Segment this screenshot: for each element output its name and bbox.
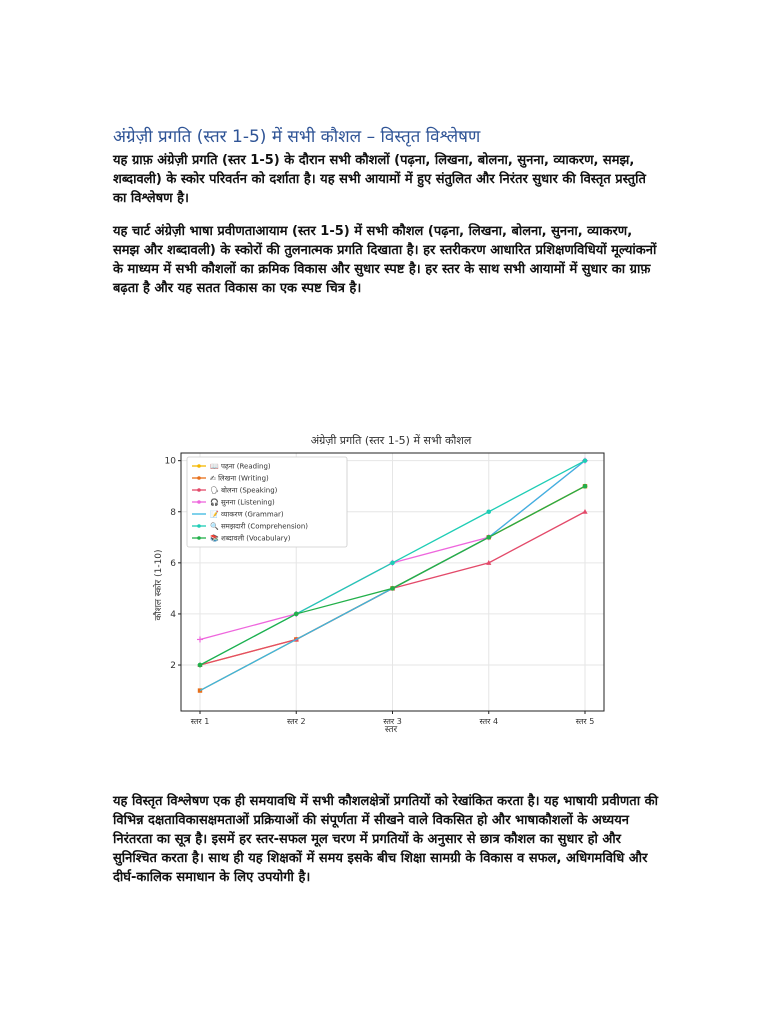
document-body-continued (113, 792, 658, 901)
x-tick-label: स्तर 2 (286, 717, 306, 726)
data-point (390, 586, 395, 591)
legend-label: 📖 पढ़ना (Reading) (210, 462, 271, 471)
data-point (583, 458, 588, 463)
data-point (390, 561, 395, 566)
paragraph-3: यह विस्तृत विश्लेषण एक ही समयावधि में सभी कौशलक्षेत्रों प्रगतियों को रेखांकित करता है। यह भाषायी प्रवीणता की विभिन्न दक्षताविकासक्षमताओं प्रक्रियाओं की संपूर्णता में सीखने वाले विकसित हो और भाषाकौशलों के अध्ययन निरंतरता का सूत्र है। इसमें हर स्तर-सफल मूल चरण में प्रगतियों के अनुसार से छात्र कौशल का सुधार हो और सुनिश्चित करता है। साथ ही यह शिक्षकों में समय इसके बीच शिक्षा सामग्री के विकास व सफल, अधिगमविधि और दीर्घ-कालिक समाधान के लिए उपयोगी है। (113, 794, 658, 885)
x-tick-label: स्तर 5 (575, 717, 595, 726)
x-tick-label: स्तर 1 (190, 717, 210, 726)
chart-figure (113, 405, 658, 735)
legend-marker (197, 464, 201, 468)
chart-background (113, 405, 658, 735)
y-tick-label: 6 (170, 558, 176, 569)
legend-marker (197, 488, 201, 492)
legend-label: 📝 व्याकरण (Grammar) (210, 510, 284, 519)
y-tick-label: 10 (164, 456, 176, 467)
x-tick-label: स्तर 4 (479, 717, 499, 726)
document-heading: अंग्रेज़ी प्रगति (स्तर 1-5) में सभी कौशल – विस्तृत विश्लेषण (113, 127, 481, 147)
y-tick-label: 8 (170, 507, 176, 518)
data-point (294, 612, 299, 617)
line-chart (113, 405, 658, 735)
chart-title: अंग्रेज़ी प्रगति (स्तर 1-5) में सभी कौशल (310, 434, 472, 447)
paragraph-2: यह चार्ट अंग्रेज़ी भाषा प्रवीणताआयाम (स्तर 1-5) में सभी कौशल (पढ़ना, लिखना, बोलना, सुनना, व्याकरण, समझ और शब्दावली) के स्कोरों की तुलनात्मक प्रगति दिखाता है। हर स्तरीकरण आधारित प्रशिक्षणविधियों मूल्यांकनों के माध्यम में सभी कौशलों का क्रमिक विकास और सुधार स्पष्ट है। हर स्तर के साथ सभी आयामों में सुधार का ग्राफ़ बढ़ता है और यह सतत विकास का एक स्पष्ट चित्र है। (113, 224, 657, 296)
legend-marker (197, 536, 201, 540)
data-point (583, 484, 588, 489)
legend-label: 📚 शब्दावली (Vocabulary) (210, 534, 291, 543)
legend-label: 🗣 बोलना (Speaking) (210, 486, 278, 495)
y-axis-label: कौशल स्कोर (1-10) (154, 549, 164, 621)
legend-marker (197, 476, 201, 480)
data-point (486, 509, 491, 514)
data-point (198, 663, 203, 668)
legend-label: 🎧 सुनना (Listening) (210, 498, 275, 507)
data-point (486, 535, 491, 540)
legend-label: 🔍 समझदारी (Comprehension) (210, 522, 308, 531)
paragraph-1: यह ग्राफ़ अंग्रेज़ी प्रगति (स्तर 1-5) के दौरान सभी कौशलों (पढ़ना, लिखना, बोलना, सुनना, व्याकरण, समझ, शब्दावली) के स्कोर परिवर्तन को दर्शाता है। यह सभी आयामों में हुए संतुलित और निरंतर सुधार की विस्तृत प्रस्तुति का विश्लेषण है। (113, 153, 646, 206)
document-body (113, 125, 658, 312)
x-axis-label: स्तर (384, 725, 398, 735)
y-tick-label: 2 (170, 661, 176, 672)
y-tick-label: 4 (170, 609, 176, 620)
legend-marker (197, 500, 201, 504)
legend-marker (197, 524, 201, 528)
x-tick-label: स्तर 3 (383, 717, 402, 726)
legend-label: ✍ लिखना (Writing) (210, 474, 269, 483)
